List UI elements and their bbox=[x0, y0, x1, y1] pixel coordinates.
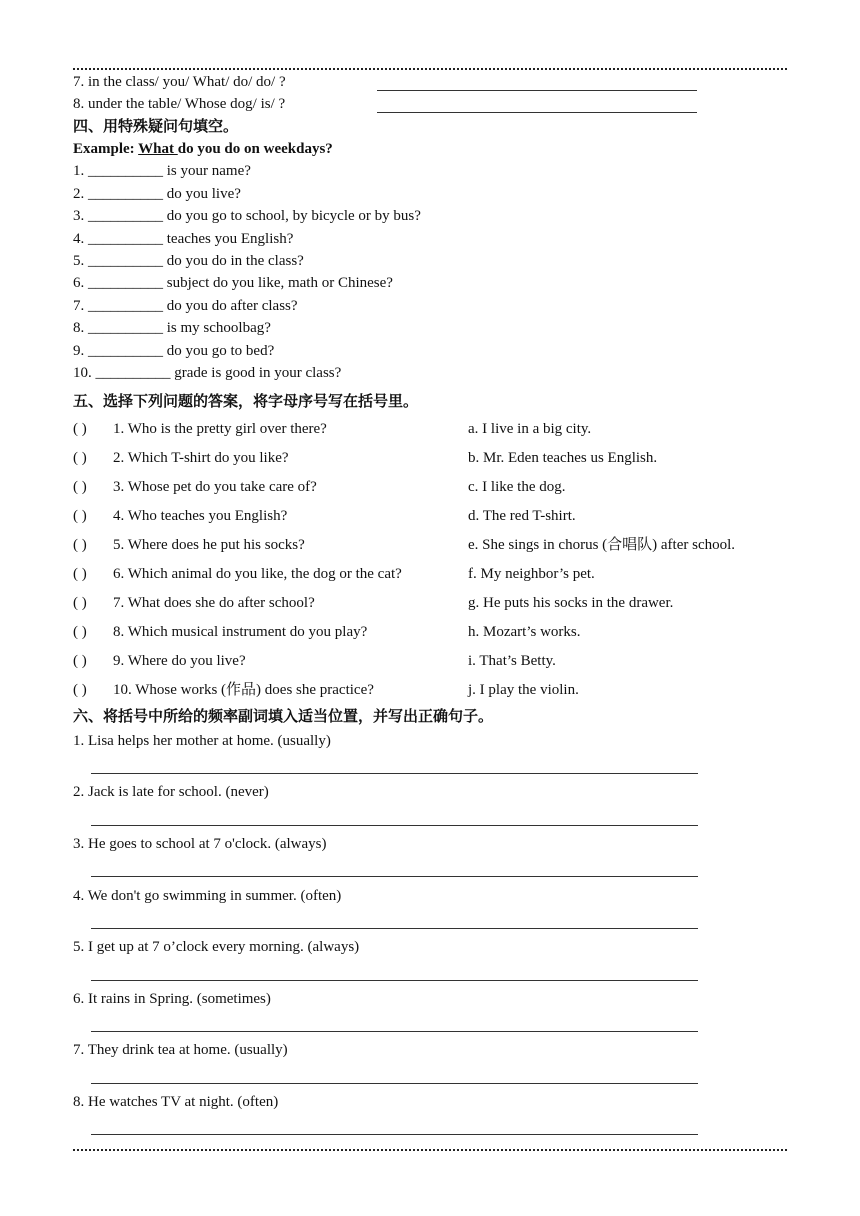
rewrite-item-5: 5. I get up at 7 o’clock every morning. (always) bbox=[73, 939, 360, 955]
answer-bracket[interactable]: ( ) bbox=[73, 479, 87, 495]
answer-line[interactable] bbox=[91, 1031, 698, 1032]
answer-line[interactable] bbox=[91, 1083, 698, 1084]
answer-line bbox=[377, 90, 697, 91]
answer-option: j. I play the violin. bbox=[468, 682, 579, 698]
rewrite-item-2: 2. Jack is late for school. (never) bbox=[73, 784, 269, 800]
bottom-dotted-divider bbox=[73, 1149, 787, 1151]
answer-line bbox=[377, 112, 697, 113]
fill-item-7: 7. __________ do you do after class? bbox=[73, 298, 298, 314]
fill-item-5: 5. __________ do you do in the class? bbox=[73, 253, 304, 269]
answer-option: a. I live in a big city. bbox=[468, 421, 592, 437]
answer-option: b. Mr. Eden teaches us English. bbox=[468, 450, 658, 466]
reorder-item-7: 7. in the class/ you/ What/ do/ do/ ? bbox=[73, 74, 286, 90]
rewrite-item-1: 1. Lisa helps her mother at home. (usually) bbox=[73, 733, 331, 749]
answer-bracket[interactable]: ( ) bbox=[73, 450, 87, 466]
answer-line[interactable] bbox=[91, 825, 698, 826]
answer-option: i. That’s Betty. bbox=[468, 653, 556, 669]
answer-option: d. The red T-shirt. bbox=[468, 508, 576, 524]
answer-bracket[interactable]: ( ) bbox=[73, 624, 87, 640]
answer-bracket[interactable]: ( ) bbox=[73, 682, 87, 698]
answer-bracket[interactable]: ( ) bbox=[73, 421, 87, 437]
answer-bracket[interactable]: ( ) bbox=[73, 537, 87, 553]
question-text: 1. Who is the pretty girl over there? bbox=[113, 421, 327, 437]
fill-item-2: 2. __________ do you live? bbox=[73, 186, 241, 202]
fill-item-1: 1. __________ is your name? bbox=[73, 163, 251, 179]
rewrite-item-3: 3. He goes to school at 7 o'clock. (always) bbox=[73, 836, 327, 852]
answer-option: g. He puts his socks in the drawer. bbox=[468, 595, 674, 611]
question-text: 3. Whose pet do you take care of? bbox=[113, 479, 317, 495]
question-text: 2. Which T-shirt do you like? bbox=[113, 450, 289, 466]
question-text: 6. Which animal do you like, the dog or the cat? bbox=[113, 566, 402, 582]
question-text: 10. Whose works (作品) does she practice? bbox=[113, 682, 374, 698]
example-prefix: Example: bbox=[73, 141, 139, 157]
rewrite-item-7: 7. They drink tea at home. (usually) bbox=[73, 1042, 288, 1058]
fill-item-9: 9. __________ do you go to bed? bbox=[73, 343, 275, 359]
fill-item-6: 6. __________ subject do you like, math or Chinese? bbox=[73, 275, 393, 291]
fill-item-4: 4. __________ teaches you English? bbox=[73, 231, 294, 247]
example-sentence bbox=[73, 139, 333, 159]
question-text: 4. Who teaches you English? bbox=[113, 508, 288, 524]
example-answer: What bbox=[138, 141, 178, 157]
answer-line[interactable] bbox=[91, 876, 698, 877]
answer-option: h. Mozart’s works. bbox=[468, 624, 581, 640]
section-5-heading: 五、选择下列问题的答案，将字母序号写在括号里。 bbox=[73, 392, 419, 410]
question-text: 9. Where do you live? bbox=[113, 653, 246, 669]
section-4-heading: 四、用特殊疑问句填空。 bbox=[73, 117, 239, 135]
answer-line[interactable] bbox=[91, 773, 698, 774]
answer-line[interactable] bbox=[91, 980, 698, 981]
reorder-item-8: 8. under the table/ Whose dog/ is/ ? bbox=[73, 96, 286, 112]
answer-option: e. She sings in chorus (合唱队) after school. bbox=[468, 537, 736, 553]
question-text: 8. Which musical instrument do you play? bbox=[113, 624, 368, 640]
section-6-heading: 六、将括号中所给的频率副词填入适当位置，并写出正确句子。 bbox=[73, 707, 494, 725]
answer-option: c. I like the dog. bbox=[468, 479, 566, 495]
fill-item-10: 10. __________ grade is good in your class? bbox=[73, 365, 342, 381]
rewrite-item-4: 4. We don't go swimming in summer. (often) bbox=[73, 888, 342, 904]
question-text: 7. What does she do after school? bbox=[113, 595, 315, 611]
answer-line[interactable] bbox=[91, 1134, 698, 1135]
answer-bracket[interactable]: ( ) bbox=[73, 653, 87, 669]
answer-line[interactable] bbox=[91, 928, 698, 929]
question-text: 5. Where does he put his socks? bbox=[113, 537, 305, 553]
rewrite-item-8: 8. He watches TV at night. (often) bbox=[73, 1094, 279, 1110]
top-dotted-divider bbox=[73, 68, 787, 70]
answer-option: f. My neighbor’s pet. bbox=[468, 566, 595, 582]
example-rest: do you do on weekdays? bbox=[177, 141, 333, 157]
fill-item-3: 3. __________ do you go to school, by bicycle or by bus? bbox=[73, 208, 421, 224]
rewrite-item-6: 6. It rains in Spring. (sometimes) bbox=[73, 991, 271, 1007]
answer-bracket[interactable]: ( ) bbox=[73, 566, 87, 582]
answer-bracket[interactable]: ( ) bbox=[73, 508, 87, 524]
answer-bracket[interactable]: ( ) bbox=[73, 595, 87, 611]
fill-item-8: 8. __________ is my schoolbag? bbox=[73, 320, 271, 336]
